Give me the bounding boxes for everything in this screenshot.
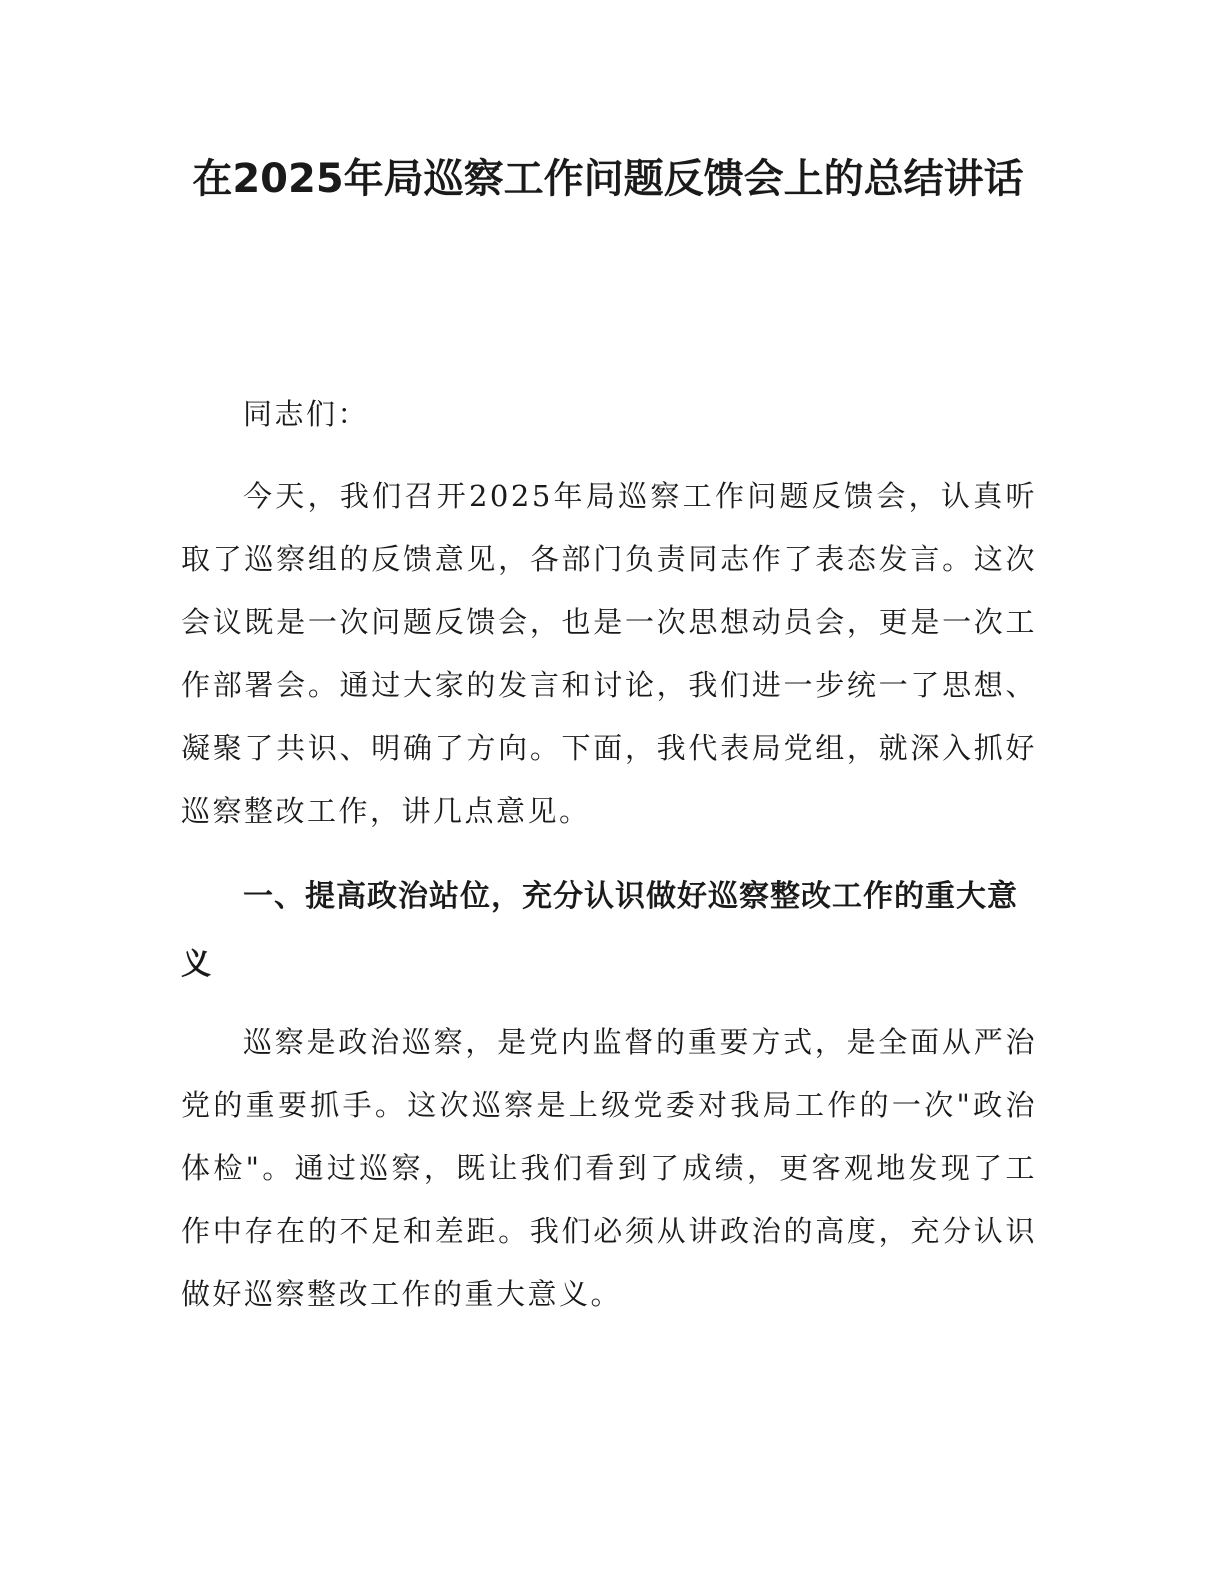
salutation: 同志们： [243,397,370,431]
paragraph-opening: 今天，我们召开2025年局巡察工作问题反馈会，认真听取了巡察组的反馈意见，各部门负责同志作了表态发言。这次会议既是一次问题反馈会，也是一次思想动员会，更是一次工作部署会。通过大家的发言和讨论，我们进一步统一了思想、凝聚了共识、明确了方向。下面，我代表局党组，就深入抓好巡察整改工作，讲几点意见。 [181,479,1037,828]
document-title: 在2025年局巡察工作问题反馈会上的总结讲话 [192,156,1024,202]
section-heading-1: 一、提高政治站位，充分认识做好巡察整改工作的重大意义 [181,879,1018,982]
paragraph-section-1: 巡察是政治巡察，是党内监督的重要方式，是全面从严治党的重要抓手。这次巡察是上级党委对我局工作的一次"政治体检"。通过巡察，既让我们看到了成绩，更客观地发现了工作中存在的不足和差距。我们必须从讲政治的高度，充分认识做好巡察整改工作的重大意义。 [181,1025,1037,1311]
